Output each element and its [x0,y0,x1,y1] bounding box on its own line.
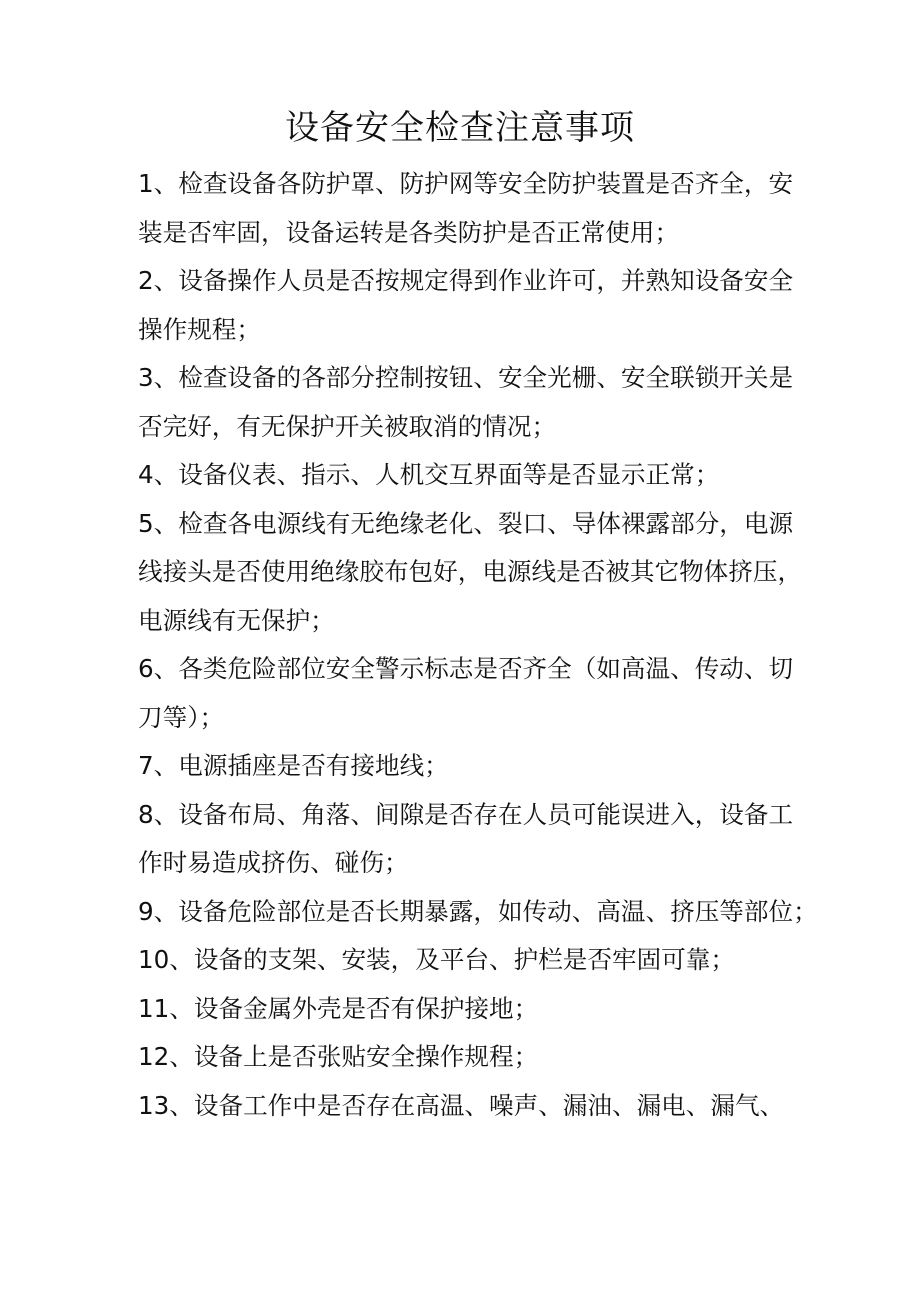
text-line-3: 2、设备操作人员是否按规定得到作业许可，并熟知设备安全 [138,266,794,295]
text-line-18: 11、设备金属外壳是否有保护接地； [138,993,539,1023]
text-line-13: 7、电源插座是否有接地线； [138,751,449,780]
text-line-12: 刀等）； [138,702,225,732]
text-line-9: 线接头是否使用绝缘胶布包好，电源线是否被其它物体挤压， [138,557,803,586]
text-line-1: 1、检查设备各防护罩、防护网等安全防护装置是否齐全，安 [138,169,794,198]
text-line-10: 电源线有无保护； [138,605,335,635]
text-line-15: 作时易造成挤伤、碰伤； [138,848,409,877]
text-line-20: 13、设备工作中是否存在高温、噪声、漏油、漏电、漏气、 [138,1090,785,1120]
text-line-8: 5、检查各电源线有无绝缘老化、裂口、导体裸露部分，电源 [138,508,794,538]
text-line-7: 4、设备仪表、指示、人机交互界面等是否显示正常； [138,460,720,489]
text-line-5: 3、检查设备的各部分控制按钮、安全光栅、安全联锁开关是 [138,363,794,392]
document-body [138,160,818,1130]
text-line-14: 8、设备布局、角落、间隙是否存在人员可能误进入，设备工 [138,799,794,829]
text-line-16: 9、设备危险部位是否长期暴露，如传动、高温、挤压等部位； [138,896,818,926]
text-line-17: 10、设备的支架、安装，及平台、护栏是否牢固可靠； [138,945,735,974]
text-line-19: 12、设备上是否张贴安全操作规程； [138,1042,539,1071]
text-line-6: 否完好，有无保护开关被取消的情况； [138,411,557,441]
text-line-11: 6、各类危险部位安全警示标志是否齐全（如高温、传动、切 [138,654,794,683]
text-line-4: 操作规程； [138,314,261,344]
document-title: 设备安全检查注意事项 [285,108,635,148]
text-line-2: 装是否牢固，设备运转是各类防护是否正常使用； [138,217,680,247]
